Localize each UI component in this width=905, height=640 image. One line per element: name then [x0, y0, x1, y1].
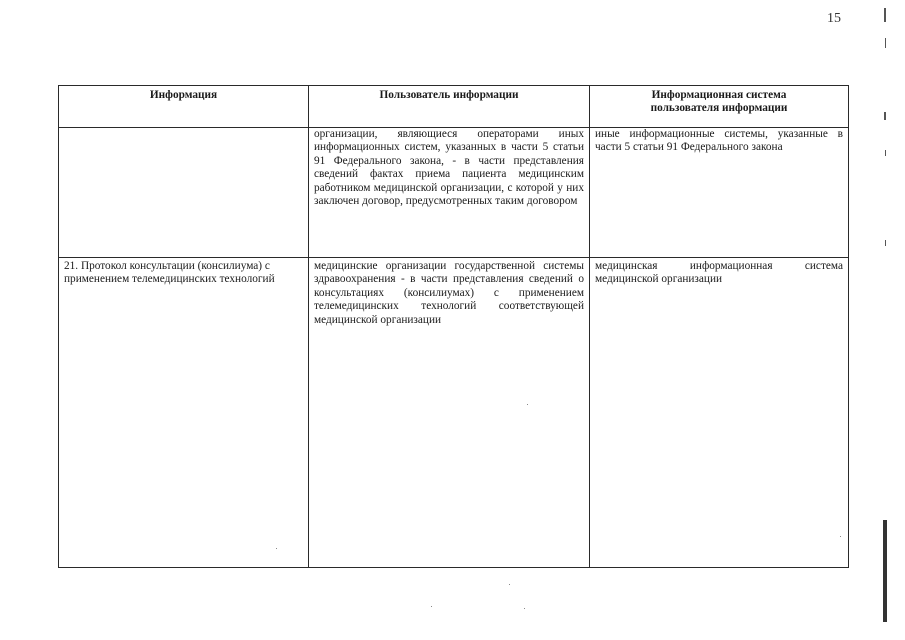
info-table [58, 85, 849, 568]
row-info-cell [59, 258, 309, 568]
table-row [59, 128, 849, 258]
scan-edge-mark [883, 520, 887, 622]
table-row [59, 258, 849, 568]
scan-edge-mark [885, 240, 886, 246]
row-info-text: 21. Протокол консультации (консилиума) с применением телемедицинских технологий [64, 260, 275, 286]
scan-speck [509, 584, 510, 585]
scan-edge-mark [885, 150, 886, 156]
table-header-row [59, 86, 849, 128]
header-system: Информационная система пользователя информации [590, 86, 849, 128]
scan-edge-mark [884, 112, 886, 120]
row-user-cell [309, 128, 590, 258]
row-system-text: иные информационные системы, указанные в части 5 статьи 91 Федерального закона [595, 128, 843, 154]
row-user-text: организации, являющиеся операторами иных информационных систем, указанных в части 5 статьи 91 Федерального закона, - в части представления сведений фактах приема пациента медицинским работником медицинской организации, с которой у них заключен договор, предусмотренных таким договором [314, 128, 584, 208]
row-system-cell [590, 128, 849, 258]
scan-edge-mark [884, 8, 886, 22]
header-info: Информация [59, 86, 309, 128]
page-number: 15 [827, 11, 841, 26]
scan-speck [840, 536, 841, 537]
scan-edge-mark [885, 38, 886, 48]
row-info-cell [59, 128, 309, 258]
row-user-text: медицинские организации государственной системы здравоохранения - в части представления сведений о консультациях (консилиумах) с применением телемедицинских технологий соответствующей медицинской организации [314, 260, 584, 326]
scan-speck [524, 608, 525, 609]
row-system-text: медицинская информационная система медицинской организации [595, 260, 843, 286]
scan-speck [276, 548, 277, 549]
scan-speck [431, 606, 432, 607]
header-user: Пользователь информации [309, 86, 590, 128]
row-system-cell [590, 258, 849, 568]
row-user-cell [309, 258, 590, 568]
scan-speck [527, 404, 528, 405]
